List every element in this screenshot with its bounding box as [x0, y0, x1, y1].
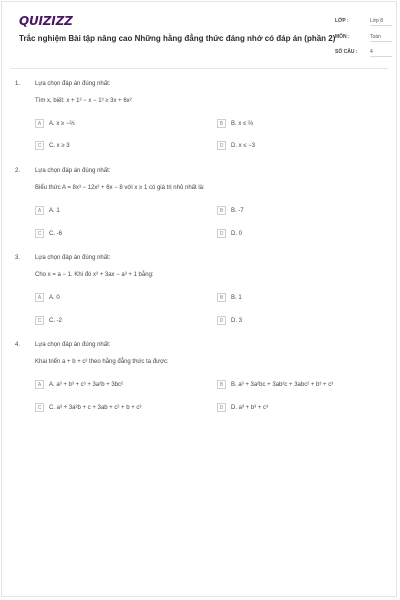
question-number: 4.: [15, 342, 21, 348]
option-text: D. 0: [231, 230, 243, 237]
class-label: LỚP :: [335, 18, 349, 24]
option-letter-box: C: [35, 403, 44, 412]
option-text: B. -7: [231, 207, 244, 214]
option-letter-box: C: [35, 229, 44, 238]
option-text: A. a³ + b³ + c³ + 3a²b + 3bc²: [49, 381, 124, 388]
option-text: D. a³ + b³ + c³: [231, 404, 269, 411]
option-text: D. 3: [231, 317, 243, 324]
option-text: A. x ≥ −⅔: [49, 120, 75, 127]
option-letter-box: C: [35, 316, 44, 325]
quizizz-logo: QUIZIZZ: [19, 14, 73, 28]
option-c[interactable]: [35, 228, 62, 239]
option-letter-box: D: [217, 316, 226, 325]
option-letter-box: B: [217, 119, 226, 128]
option-text: D. x ≤ −3: [231, 142, 256, 149]
page-title: Trắc nghiệm Bài tập nâng cao Những hằng đẳng thức đáng nhớ có đáp án (phần 2): [19, 34, 336, 43]
option-letter-box: C: [35, 141, 44, 150]
class-value: Lớp 8: [370, 18, 392, 26]
option-a[interactable]: [35, 205, 60, 216]
subject-value: Toán: [370, 34, 392, 42]
question-instruction: Lựa chọn đáp án đúng nhất:: [35, 81, 111, 87]
question-number: 3.: [15, 255, 21, 261]
option-text: B. a³ + 3a²bc + 3ab²c + 3abc² + b³ + c³: [231, 381, 334, 388]
question-count-label: SỐ CÂU :: [335, 49, 358, 55]
header-divider: [10, 68, 388, 69]
option-letter-box: B: [217, 293, 226, 302]
option-c[interactable]: [35, 402, 141, 413]
question-instruction: Lựa chọn đáp án đúng nhất:: [35, 168, 111, 174]
option-text: C. a³ + 3a²b + c + 3ab + c² + b + c³: [49, 404, 142, 411]
question-text: Cho x = a − 1. Khi đó x³ + 3ax − a³ + 1 bằng:: [35, 272, 154, 278]
subject-label: MÔN :: [335, 34, 350, 40]
question-text: Biểu thức A = 8x³ − 12x² + 6x − 8 với x ≥ 1 có giá trị nhỏ nhất là:: [35, 185, 205, 191]
option-text: B. x ≤ ⅔: [231, 120, 253, 127]
option-text: C. -6: [49, 230, 63, 237]
option-b[interactable]: [217, 292, 242, 303]
question-text: Tìm x, biết: x + 1³ − x − 1³ ≥ 3x + 6x²: [35, 98, 132, 104]
option-text: C. x ≥ 3: [49, 142, 70, 149]
option-a[interactable]: [35, 118, 74, 129]
option-letter-box: B: [217, 206, 226, 215]
question-number: 2.: [15, 168, 21, 174]
option-a[interactable]: [35, 292, 60, 303]
question-instruction: Lựa chọn đáp án đúng nhất:: [35, 342, 111, 348]
option-c[interactable]: [35, 140, 70, 151]
option-letter-box: A: [35, 119, 44, 128]
question-number: 1.: [15, 81, 21, 87]
option-letter-box: B: [217, 380, 226, 389]
option-text: A. 0: [49, 294, 60, 301]
option-letter-box: A: [35, 380, 44, 389]
worksheet-page: [1, 1, 397, 597]
option-letter-box: D: [217, 229, 226, 238]
option-a[interactable]: [35, 379, 123, 390]
option-text: A. 1: [49, 207, 60, 214]
question-text: Khai triển a + b + c² theo hằng đẳng thức ta được:: [35, 359, 169, 365]
option-letter-box: A: [35, 206, 44, 215]
option-letter-box: D: [217, 141, 226, 150]
option-letter-box: A: [35, 293, 44, 302]
option-text: C. -2: [49, 317, 63, 324]
option-d[interactable]: [217, 315, 242, 326]
option-c[interactable]: [35, 315, 62, 326]
option-text: B. 1: [231, 294, 242, 301]
question-count-value: 4: [370, 49, 392, 57]
option-b[interactable]: [217, 205, 244, 216]
option-d[interactable]: [217, 402, 268, 413]
option-b[interactable]: [217, 118, 253, 129]
option-d[interactable]: [217, 228, 242, 239]
option-letter-box: D: [217, 403, 226, 412]
option-d[interactable]: [217, 140, 255, 151]
option-b[interactable]: [217, 379, 333, 390]
question-instruction: Lựa chọn đáp án đúng nhất:: [35, 255, 111, 261]
